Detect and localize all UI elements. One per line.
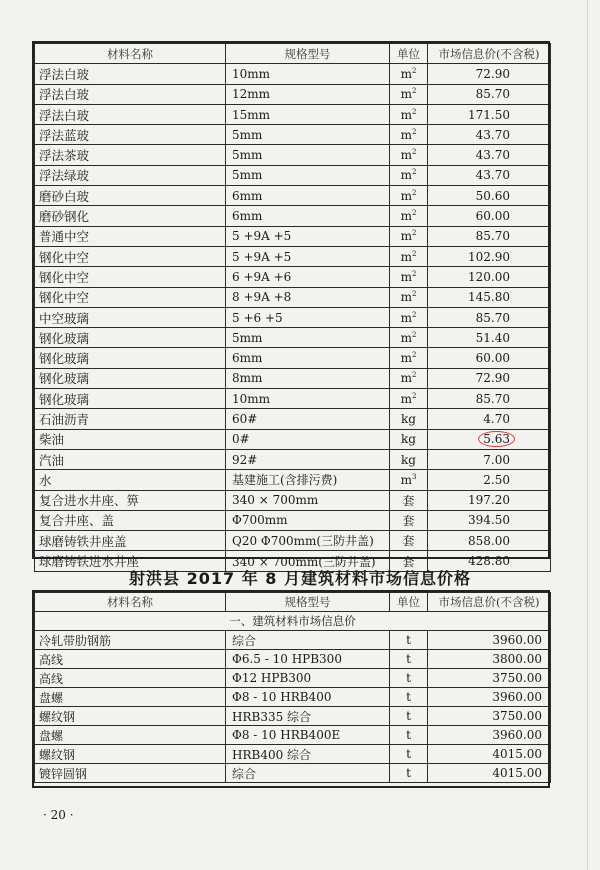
unit-cell: [390, 409, 428, 429]
unit-cell: [390, 764, 428, 783]
price-cell: [428, 745, 551, 764]
spec-cell: 6mm: [226, 186, 390, 206]
table-row: [35, 745, 551, 764]
unit-superscript: 2: [411, 107, 417, 116]
price-value: 50.60: [475, 188, 510, 203]
price-value: 102.90: [468, 249, 510, 264]
material-name-cell: 钢化玻璃: [35, 368, 226, 388]
material-name-cell: 钢化中空: [35, 287, 226, 307]
unit-text: m: [400, 351, 412, 366]
price-value: 3800.00: [492, 652, 542, 666]
price-cell: [428, 531, 551, 551]
spec-cell: 8 +9A +8: [226, 287, 390, 307]
table-row: [35, 328, 551, 348]
material-name-cell: 镀锌圆钢: [35, 764, 226, 783]
unit-text: m: [400, 209, 412, 224]
price-cell: [428, 64, 551, 84]
unit-text: 套: [402, 534, 415, 549]
column-header-price: 市场信息价(不含税): [428, 44, 551, 64]
price-value: 3960.00: [492, 728, 542, 742]
price-value: 85.70: [475, 310, 510, 325]
table-row: [35, 287, 551, 307]
spec-cell: 340 × 700mm: [226, 490, 390, 510]
table-row: [35, 726, 551, 745]
unit-cell: [390, 328, 428, 348]
unit-text: m: [400, 330, 412, 345]
material-name-cell: 盘螺: [35, 688, 226, 707]
glass-materials-price-table: [34, 43, 551, 572]
price-cell: [428, 145, 551, 165]
unit-text: t: [406, 728, 411, 742]
unit-text: t: [406, 709, 411, 723]
price-cell: [428, 389, 551, 409]
section-title: 一、建筑材料市场信息价: [35, 612, 551, 631]
table-row: [35, 429, 551, 449]
unit-text: t: [406, 671, 411, 685]
steel-materials-price-table: [34, 592, 551, 783]
unit-cell: [390, 726, 428, 745]
price-value: 4015.00: [492, 747, 542, 761]
unit-cell: [390, 688, 428, 707]
table-row: [35, 449, 551, 469]
material-name-cell: 浮法白玻: [35, 64, 226, 84]
unit-text: m: [400, 290, 412, 305]
unit-superscript: 2: [411, 330, 417, 339]
unit-text: kg: [401, 411, 416, 426]
unit-superscript: 2: [411, 290, 417, 299]
price-cell: [428, 510, 551, 530]
spec-cell: Φ700mm: [226, 510, 390, 530]
unit-cell: [390, 84, 428, 104]
price-cell: [428, 490, 551, 510]
price-value: 145.80: [468, 290, 510, 305]
unit-text: t: [406, 690, 411, 704]
unit-superscript: 2: [411, 229, 417, 238]
spec-cell: 6 +9A +6: [226, 267, 390, 287]
spec-cell: 5 +9A +5: [226, 226, 390, 246]
column-header-spec: 规格型号: [226, 44, 390, 64]
table-row: [35, 125, 551, 145]
unit-superscript: 2: [411, 351, 417, 360]
unit-text: 套: [402, 513, 415, 528]
unit-superscript: 2: [411, 87, 417, 96]
unit-text: m: [400, 127, 412, 142]
price-value: 3960.00: [492, 633, 542, 647]
material-name-cell: 浮法白玻: [35, 104, 226, 124]
unit-cell: [390, 287, 428, 307]
table-row: [35, 145, 551, 165]
price-value: 428.80: [468, 554, 510, 569]
unit-cell: [390, 449, 428, 469]
column-header-name: 材料名称: [35, 593, 226, 612]
table-row: [35, 389, 551, 409]
price-cell: [428, 287, 551, 307]
material-name-cell: 高线: [35, 669, 226, 688]
material-name-cell: 钢化中空: [35, 246, 226, 266]
spec-cell: 5mm: [226, 145, 390, 165]
column-header-price: 市场信息价(不含税): [428, 593, 551, 612]
unit-cell: [390, 470, 428, 490]
spec-cell: 5 +9A +5: [226, 246, 390, 266]
price-value: 43.70: [475, 127, 510, 142]
table-row: [35, 368, 551, 388]
price-cell: [428, 409, 551, 429]
material-name-cell: 柴油: [35, 429, 226, 449]
table-row: [35, 307, 551, 327]
price-value: 7.00: [483, 452, 510, 467]
price-cell: [428, 764, 551, 783]
spec-cell: 5mm: [226, 328, 390, 348]
unit-superscript: 2: [411, 188, 417, 197]
table-header-row: [35, 593, 551, 612]
material-name-cell: 普通中空: [35, 226, 226, 246]
column-header-name: 材料名称: [35, 44, 226, 64]
price-cell: [428, 429, 551, 449]
price-value: 171.50: [468, 107, 510, 122]
unit-superscript: 2: [411, 66, 417, 75]
price-value: 3750.00: [492, 709, 542, 723]
spec-cell: HRB400 综合: [226, 745, 390, 764]
price-cell: [428, 307, 551, 327]
page-number: · 20 ·: [43, 808, 74, 822]
table-row: [35, 186, 551, 206]
material-name-cell: 冷轧带肋钢筋: [35, 631, 226, 650]
table-row: [35, 490, 551, 510]
table-row: [35, 510, 551, 530]
price-cell: [428, 186, 551, 206]
price-cell: [428, 267, 551, 287]
spec-cell: Φ12 HPB300: [226, 669, 390, 688]
price-cell: [428, 125, 551, 145]
table-row: [35, 631, 551, 650]
unit-cell: [390, 389, 428, 409]
price-value: 120.00: [468, 269, 510, 284]
unit-superscript: 2: [411, 371, 417, 380]
price-cell: [428, 246, 551, 266]
price-value: 43.70: [475, 168, 510, 183]
spec-cell: Φ8 - 10 HRB400E: [226, 726, 390, 745]
spec-cell: 10mm: [226, 389, 390, 409]
unit-cell: [390, 186, 428, 206]
table-header-row: [35, 44, 551, 64]
unit-cell: [390, 348, 428, 368]
price-value: 43.70: [475, 148, 510, 163]
spec-cell: Φ8 - 10 HRB400: [226, 688, 390, 707]
material-name-cell: 钢化玻璃: [35, 348, 226, 368]
unit-cell: [390, 707, 428, 726]
unit-cell: [390, 246, 428, 266]
spec-cell: 6mm: [226, 206, 390, 226]
spec-cell: 8mm: [226, 368, 390, 388]
price-cell: [428, 707, 551, 726]
spec-cell: Φ6.5 - 10 HPB300: [226, 650, 390, 669]
price-value: 72.90: [475, 66, 510, 81]
price-cell: [428, 206, 551, 226]
price-value: 3960.00: [492, 690, 542, 704]
spec-cell: 15mm: [226, 104, 390, 124]
material-name-cell: 钢化玻璃: [35, 389, 226, 409]
unit-text: t: [406, 633, 411, 647]
section-heading: 射洪县 2017 年 8 月建筑材料市场信息价格: [129, 569, 471, 588]
price-cell: [428, 348, 551, 368]
table-row: [35, 409, 551, 429]
material-name-cell: 复合井座、盖: [35, 510, 226, 530]
price-cell: [428, 470, 551, 490]
table-row: [35, 246, 551, 266]
material-name-cell: 浮法茶玻: [35, 145, 226, 165]
table-row: [35, 707, 551, 726]
spec-cell: 综合: [226, 631, 390, 650]
unit-superscript: 2: [411, 209, 417, 218]
spec-cell: Q20 Φ700mm(三防井盖): [226, 531, 390, 551]
material-name-cell: 高线: [35, 650, 226, 669]
unit-cell: [390, 145, 428, 165]
price-value: 858.00: [468, 533, 510, 548]
unit-cell: [390, 226, 428, 246]
table-row: [35, 764, 551, 783]
price-value: 394.50: [468, 513, 510, 528]
unit-text: m: [400, 107, 412, 122]
price-value: 51.40: [475, 330, 510, 345]
unit-text: 套: [402, 493, 415, 508]
column-header-spec: 规格型号: [226, 593, 390, 612]
material-name-cell: 钢化玻璃: [35, 328, 226, 348]
spec-cell: 0#: [226, 429, 390, 449]
unit-cell: [390, 490, 428, 510]
unit-text: m: [400, 148, 412, 163]
page-fold-line: [587, 0, 588, 870]
price-cell: [428, 669, 551, 688]
table-row: [35, 226, 551, 246]
material-name-cell: 螺纹钢: [35, 745, 226, 764]
material-name-cell: 磨砂钢化: [35, 206, 226, 226]
unit-cell: [390, 510, 428, 530]
spec-cell: 综合: [226, 764, 390, 783]
unit-superscript: 2: [411, 148, 417, 157]
unit-cell: [390, 631, 428, 650]
unit-text: 套: [402, 554, 415, 569]
unit-text: t: [406, 747, 411, 761]
price-cell: [428, 226, 551, 246]
unit-text: m: [400, 188, 412, 203]
table-row: [35, 64, 551, 84]
unit-text: m: [400, 269, 412, 284]
spec-cell: 5mm: [226, 125, 390, 145]
table-row: [35, 206, 551, 226]
price-value: 3750.00: [492, 671, 542, 685]
material-name-cell: 球磨铸铁进水井座: [35, 551, 226, 571]
unit-superscript: 2: [411, 391, 417, 400]
unit-cell: [390, 165, 428, 185]
unit-superscript: 2: [411, 269, 417, 278]
price-cell: [428, 650, 551, 669]
spec-cell: 基建施工(含排污费): [226, 470, 390, 490]
material-name-cell: 螺纹钢: [35, 707, 226, 726]
table-row: [35, 348, 551, 368]
circled-price-value: 5.63: [478, 431, 515, 447]
unit-text: kg: [401, 432, 416, 447]
unit-cell: [390, 267, 428, 287]
table-body: [35, 64, 551, 571]
column-header-unit: 单位: [390, 44, 428, 64]
material-name-cell: 浮法绿玻: [35, 165, 226, 185]
table-row: [35, 669, 551, 688]
unit-text: m: [400, 168, 412, 183]
material-name-cell: 球磨铸铁井座盖: [35, 531, 226, 551]
table-row: [35, 531, 551, 551]
price-value: 85.70: [475, 391, 510, 406]
unit-cell: [390, 368, 428, 388]
spec-cell: 12mm: [226, 84, 390, 104]
material-name-cell: 磨砂白玻: [35, 186, 226, 206]
material-name-cell: 钢化中空: [35, 267, 226, 287]
table-row: [35, 104, 551, 124]
price-value: 60.00: [475, 351, 510, 366]
unit-text: t: [406, 766, 411, 780]
unit-cell: [390, 307, 428, 327]
unit-text: m: [400, 229, 412, 244]
price-value: 4.70: [483, 411, 510, 426]
unit-text: m: [400, 472, 412, 487]
unit-superscript: 2: [411, 168, 417, 177]
material-name-cell: 水: [35, 470, 226, 490]
unit-cell: [390, 745, 428, 764]
unit-cell: [390, 104, 428, 124]
unit-superscript: 2: [411, 310, 417, 319]
table-row: [35, 688, 551, 707]
table-row: [35, 267, 551, 287]
table-row: [35, 650, 551, 669]
price-cell: [428, 368, 551, 388]
table-row: [35, 165, 551, 185]
column-header-unit: 单位: [390, 593, 428, 612]
price-value: 72.90: [475, 371, 510, 386]
unit-text: m: [400, 391, 412, 406]
unit-text: m: [400, 249, 412, 264]
material-name-cell: 汽油: [35, 449, 226, 469]
price-cell: [428, 165, 551, 185]
price-cell: [428, 449, 551, 469]
unit-cell: [390, 206, 428, 226]
material-name-cell: 盘螺: [35, 726, 226, 745]
price-value: 60.00: [475, 209, 510, 224]
unit-superscript: 2: [411, 127, 417, 136]
unit-cell: [390, 429, 428, 449]
price-value: 2.50: [483, 472, 510, 487]
material-name-cell: 浮法白玻: [35, 84, 226, 104]
price-value: 197.20: [468, 493, 510, 508]
table-row: [35, 84, 551, 104]
price-value: 85.70: [475, 87, 510, 102]
spec-cell: 5 +6 +5: [226, 307, 390, 327]
material-name-cell: 浮法蓝玻: [35, 125, 226, 145]
table-row: [35, 470, 551, 490]
material-name-cell: 石油沥青: [35, 409, 226, 429]
table-body: [35, 631, 551, 783]
unit-text: m: [400, 87, 412, 102]
unit-cell: [390, 64, 428, 84]
spec-cell: 92#: [226, 449, 390, 469]
unit-cell: [390, 531, 428, 551]
price-cell: [428, 688, 551, 707]
unit-cell: [390, 125, 428, 145]
spec-cell: 6mm: [226, 348, 390, 368]
price-cell: [428, 84, 551, 104]
spec-cell: HRB335 综合: [226, 707, 390, 726]
unit-cell: [390, 650, 428, 669]
spec-cell: 10mm: [226, 64, 390, 84]
unit-text: t: [406, 652, 411, 666]
price-cell: [428, 104, 551, 124]
unit-text: kg: [401, 452, 416, 467]
price-value: 4015.00: [492, 766, 542, 780]
unit-superscript: 3: [411, 472, 417, 481]
spec-cell: 340 × 700mm(三防井盖): [226, 551, 390, 571]
unit-superscript: 2: [411, 249, 417, 258]
price-cell: [428, 726, 551, 745]
section-row: [35, 612, 551, 631]
material-name-cell: 复合进水井座、箅: [35, 490, 226, 510]
unit-text: m: [400, 66, 412, 81]
spec-cell: 5mm: [226, 165, 390, 185]
unit-text: m: [400, 371, 412, 386]
price-cell: [428, 328, 551, 348]
unit-cell: [390, 669, 428, 688]
spec-cell: 60#: [226, 409, 390, 429]
material-name-cell: 中空玻璃: [35, 307, 226, 327]
price-cell: [428, 631, 551, 650]
unit-text: m: [400, 310, 412, 325]
price-value: 85.70: [475, 229, 510, 244]
